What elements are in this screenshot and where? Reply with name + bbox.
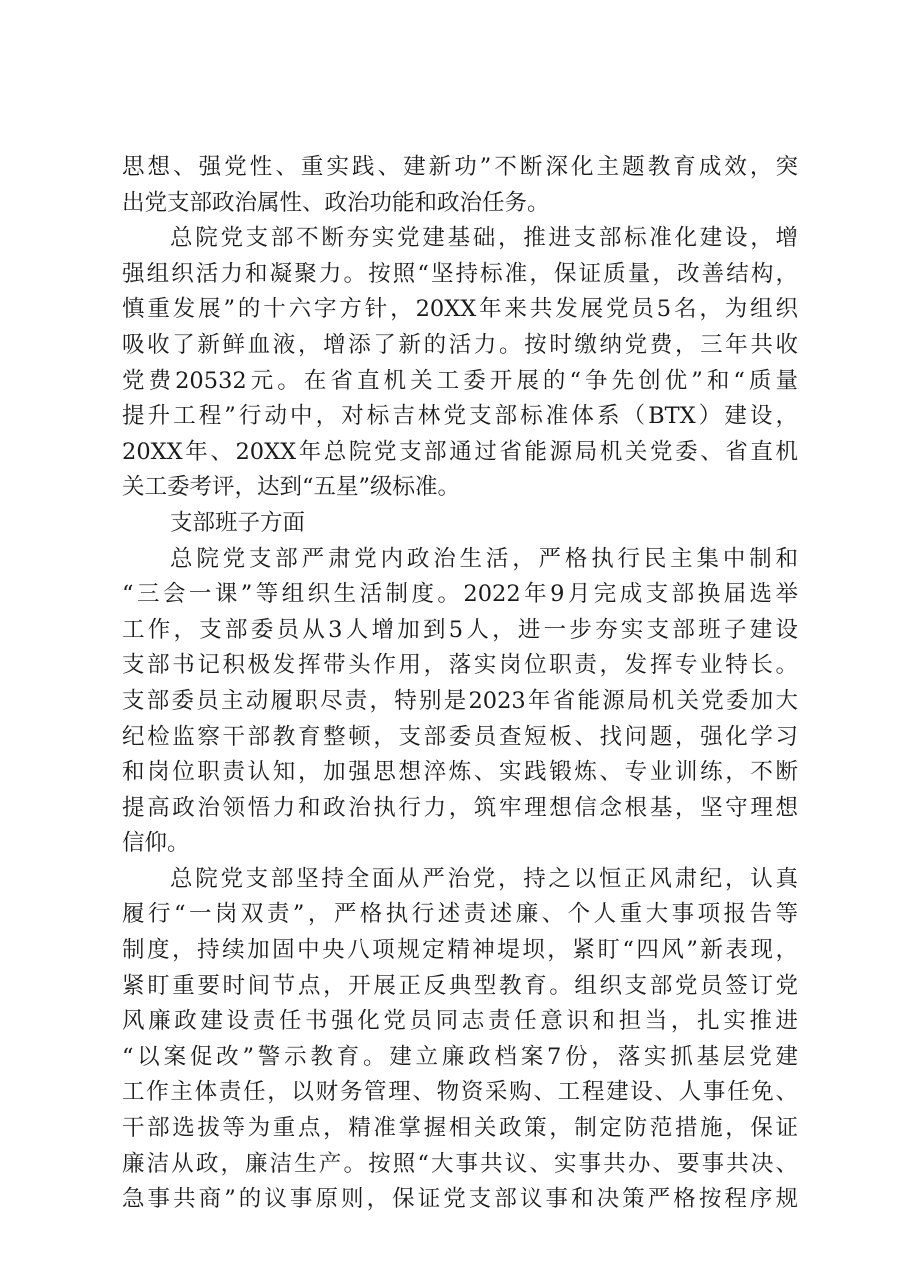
text-line: 20XX年、20XX年总院党支部通过省能源局机关党委、省直机 <box>122 438 798 465</box>
text-line: 支部委员主动履职尽责，特别是2023年省能源局机关党委加大 <box>122 687 798 714</box>
text-line: 干部选拔等为重点，精准掌握相关政策，制定防范措施，保证 <box>122 1115 798 1142</box>
text-line: 工作，支部委员从3人增加到5人，进一步夯实支部班子建设 <box>122 616 798 643</box>
paragraph <box>122 862 798 1218</box>
text-line: “以案促改”警示教育。建立廉政档案7份，落实抓基层党建 <box>122 1043 798 1070</box>
text-line: 党费20532元。在省直机关工委开展的“争先创优”和“质量 <box>122 367 798 394</box>
paragraph <box>122 221 798 506</box>
text-line: 总院党支部严肃党内政治生活，严格执行民主集中制和 <box>170 545 798 572</box>
text-line: 慎重发展”的十六字方针，20XX年来共发展党员5名，为组织 <box>122 296 798 323</box>
text-line: 廉洁从政，廉洁生产。按照“大事共议、实事共办、要事共决、 <box>122 1150 798 1177</box>
text-line: 总院党支部不断夯实党建基础，推进支部标准化建设，增 <box>170 225 798 252</box>
text-line: 信仰。 <box>122 830 190 857</box>
text-line: 吸收了新鲜血液，增添了新的活力。按时缴纳党费，三年共收 <box>122 331 798 358</box>
text-line: 提高政治领悟力和政治执行力，筑牢理想信念根基，坚守理想 <box>122 794 798 821</box>
text-line: 提升工程”行动中，对标吉林党支部标准体系（BTX）建设， <box>122 403 798 430</box>
text-line: 纪检监察干部教育整顿，支部委员查短板、找问题，强化学习 <box>122 723 798 750</box>
document-body <box>122 150 798 1218</box>
text-line: 和岗位职责认知，加强思想淬炼、实践锻炼、专业训练，不断 <box>122 759 798 786</box>
text-line: 支部班子方面 <box>170 509 306 536</box>
text-line: 支部书记积极发挥带头作用，落实岗位职责，发挥专业特长。 <box>122 652 798 679</box>
text-line: 强组织活力和凝聚力。按照“坚持标准，保证质量，改善结构， <box>122 260 798 287</box>
text-line: 制度，持续加固中央八项规定精神堤坝，紧盯“四风”新表现， <box>122 937 798 964</box>
paragraph <box>122 542 798 862</box>
text-line: “三会一课”等组织生活制度。2022年9月完成支部换届选举 <box>122 581 798 608</box>
section-heading <box>122 506 798 542</box>
text-line: 总院党支部坚持全面从严治党，持之以恒正风肃纪，认真 <box>170 865 798 892</box>
text-line: 出党支部政治属性、政治功能和政治任务。 <box>122 189 550 216</box>
text-line: 紧盯重要时间节点，开展正反典型教育。组织支部党员签订党 <box>122 972 798 999</box>
text-line: 思想、强党性、重实践、建新功”不断深化主题教育成效，突 <box>122 154 798 180</box>
text-line: 急事共商”的议事原则，保证党支部议事和决策严格按程序规 <box>122 1186 798 1213</box>
text-line: 履行“一岗双责”，严格执行述责述廉、个人重大事项报告等 <box>122 901 798 928</box>
paragraph <box>122 150 798 221</box>
text-line: 风廉政建设责任书强化党员同志责任意识和担当，扎实推进 <box>122 1008 798 1035</box>
text-line: 关工委考评，达到“五星”级标准。 <box>122 474 461 501</box>
text-line: 工作主体责任，以财务管理、物资采购、工程建设、人事任免、 <box>122 1079 798 1106</box>
